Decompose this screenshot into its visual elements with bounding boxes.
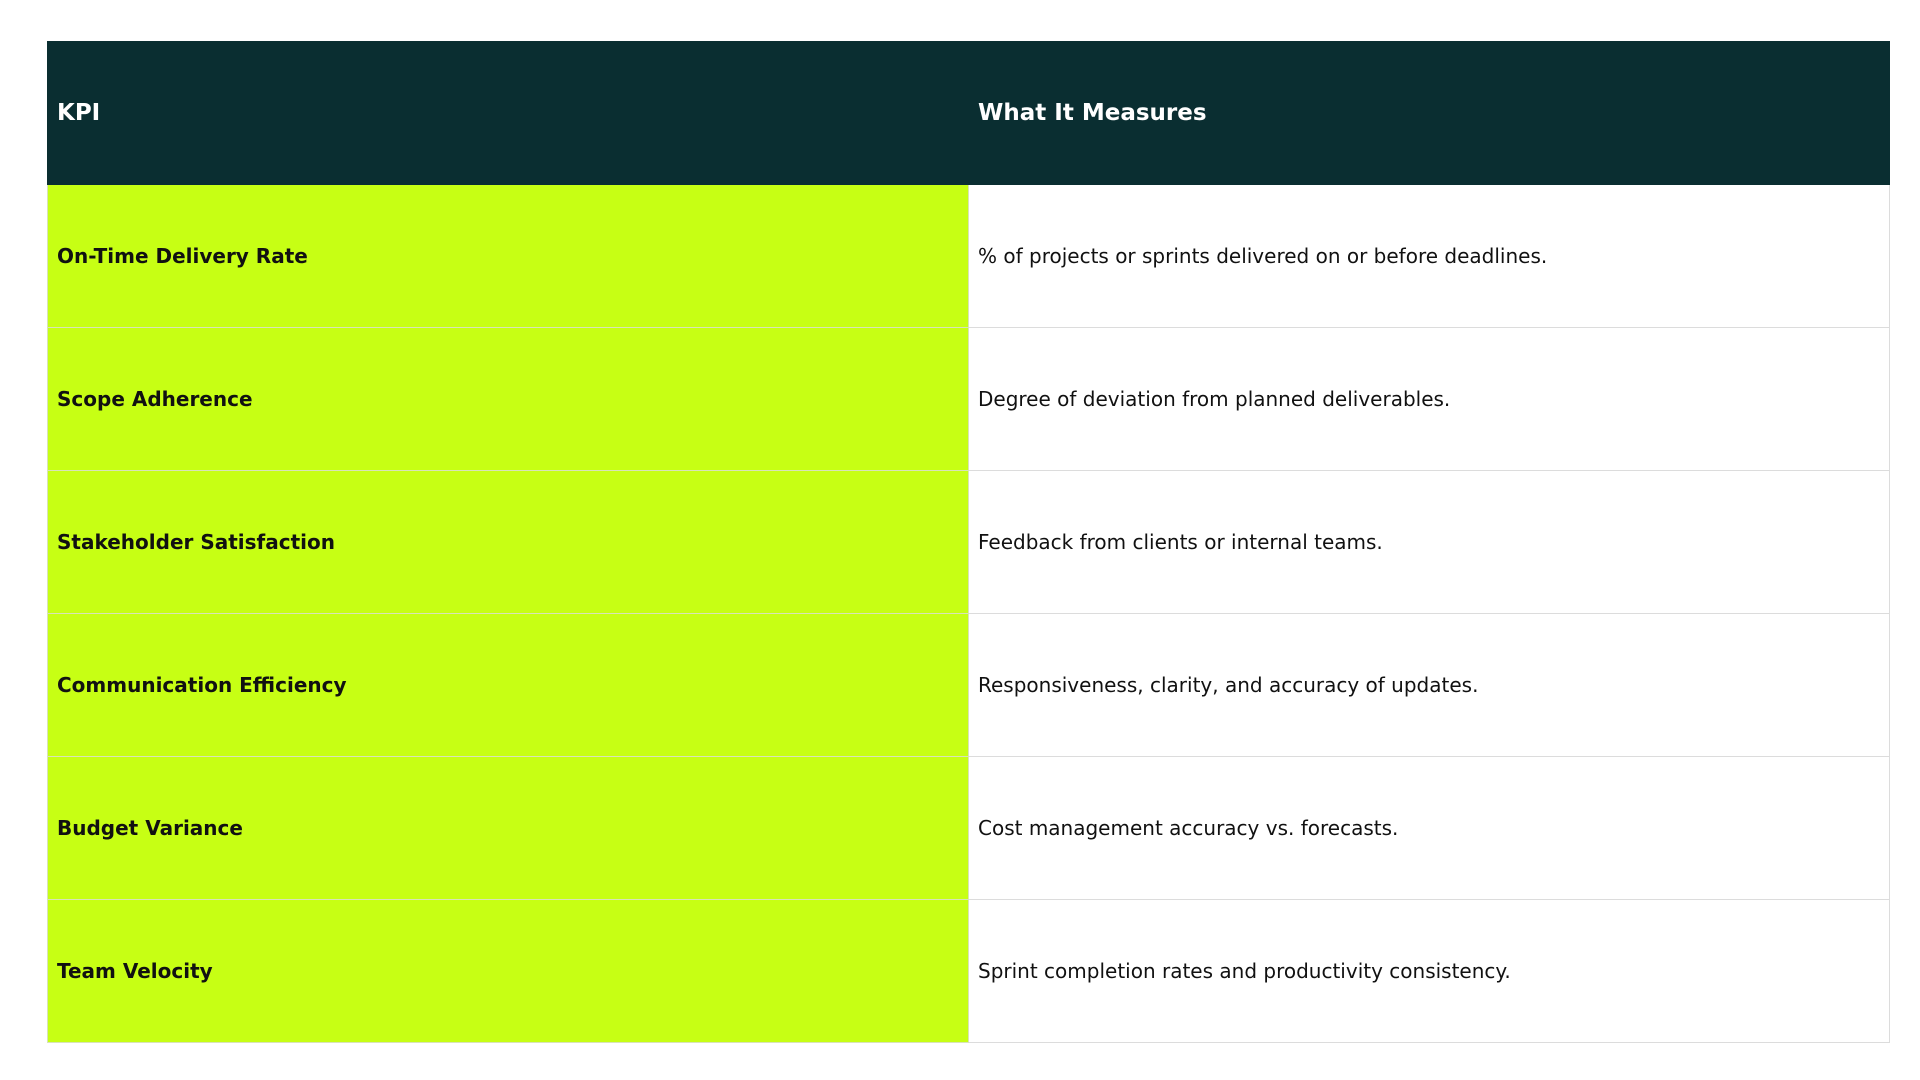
kpi-table: [47, 41, 1890, 1043]
table-row: [48, 900, 1890, 1043]
header-kpi: KPI: [48, 42, 969, 185]
table-row: [48, 614, 1890, 757]
kpi-measure-cell: Feedback from clients or internal teams.: [969, 471, 1890, 614]
kpi-name-cell: Team Velocity: [48, 900, 969, 1043]
kpi-name-cell: Scope Adherence: [48, 328, 969, 471]
kpi-measure-cell: % of projects or sprints delivered on or before deadlines.: [969, 185, 1890, 328]
kpi-name-cell: On-Time Delivery Rate: [48, 185, 969, 328]
table-row: [48, 328, 1890, 471]
table-row: [48, 471, 1890, 614]
kpi-name-cell: Budget Variance: [48, 757, 969, 900]
kpi-measure-cell: Cost management accuracy vs. forecasts.: [969, 757, 1890, 900]
header-what-it-measures: What It Measures: [969, 42, 1890, 185]
kpi-measure-cell: Responsiveness, clarity, and accuracy of updates.: [969, 614, 1890, 757]
kpi-name-cell: Stakeholder Satisfaction: [48, 471, 969, 614]
kpi-measure-cell: Degree of deviation from planned deliverables.: [969, 328, 1890, 471]
table-header-row: [48, 42, 1890, 185]
kpi-name-cell: Communication Efficiency: [48, 614, 969, 757]
kpi-measure-cell: Sprint completion rates and productivity consistency.: [969, 900, 1890, 1043]
table-row: [48, 757, 1890, 900]
table-row: [48, 185, 1890, 328]
